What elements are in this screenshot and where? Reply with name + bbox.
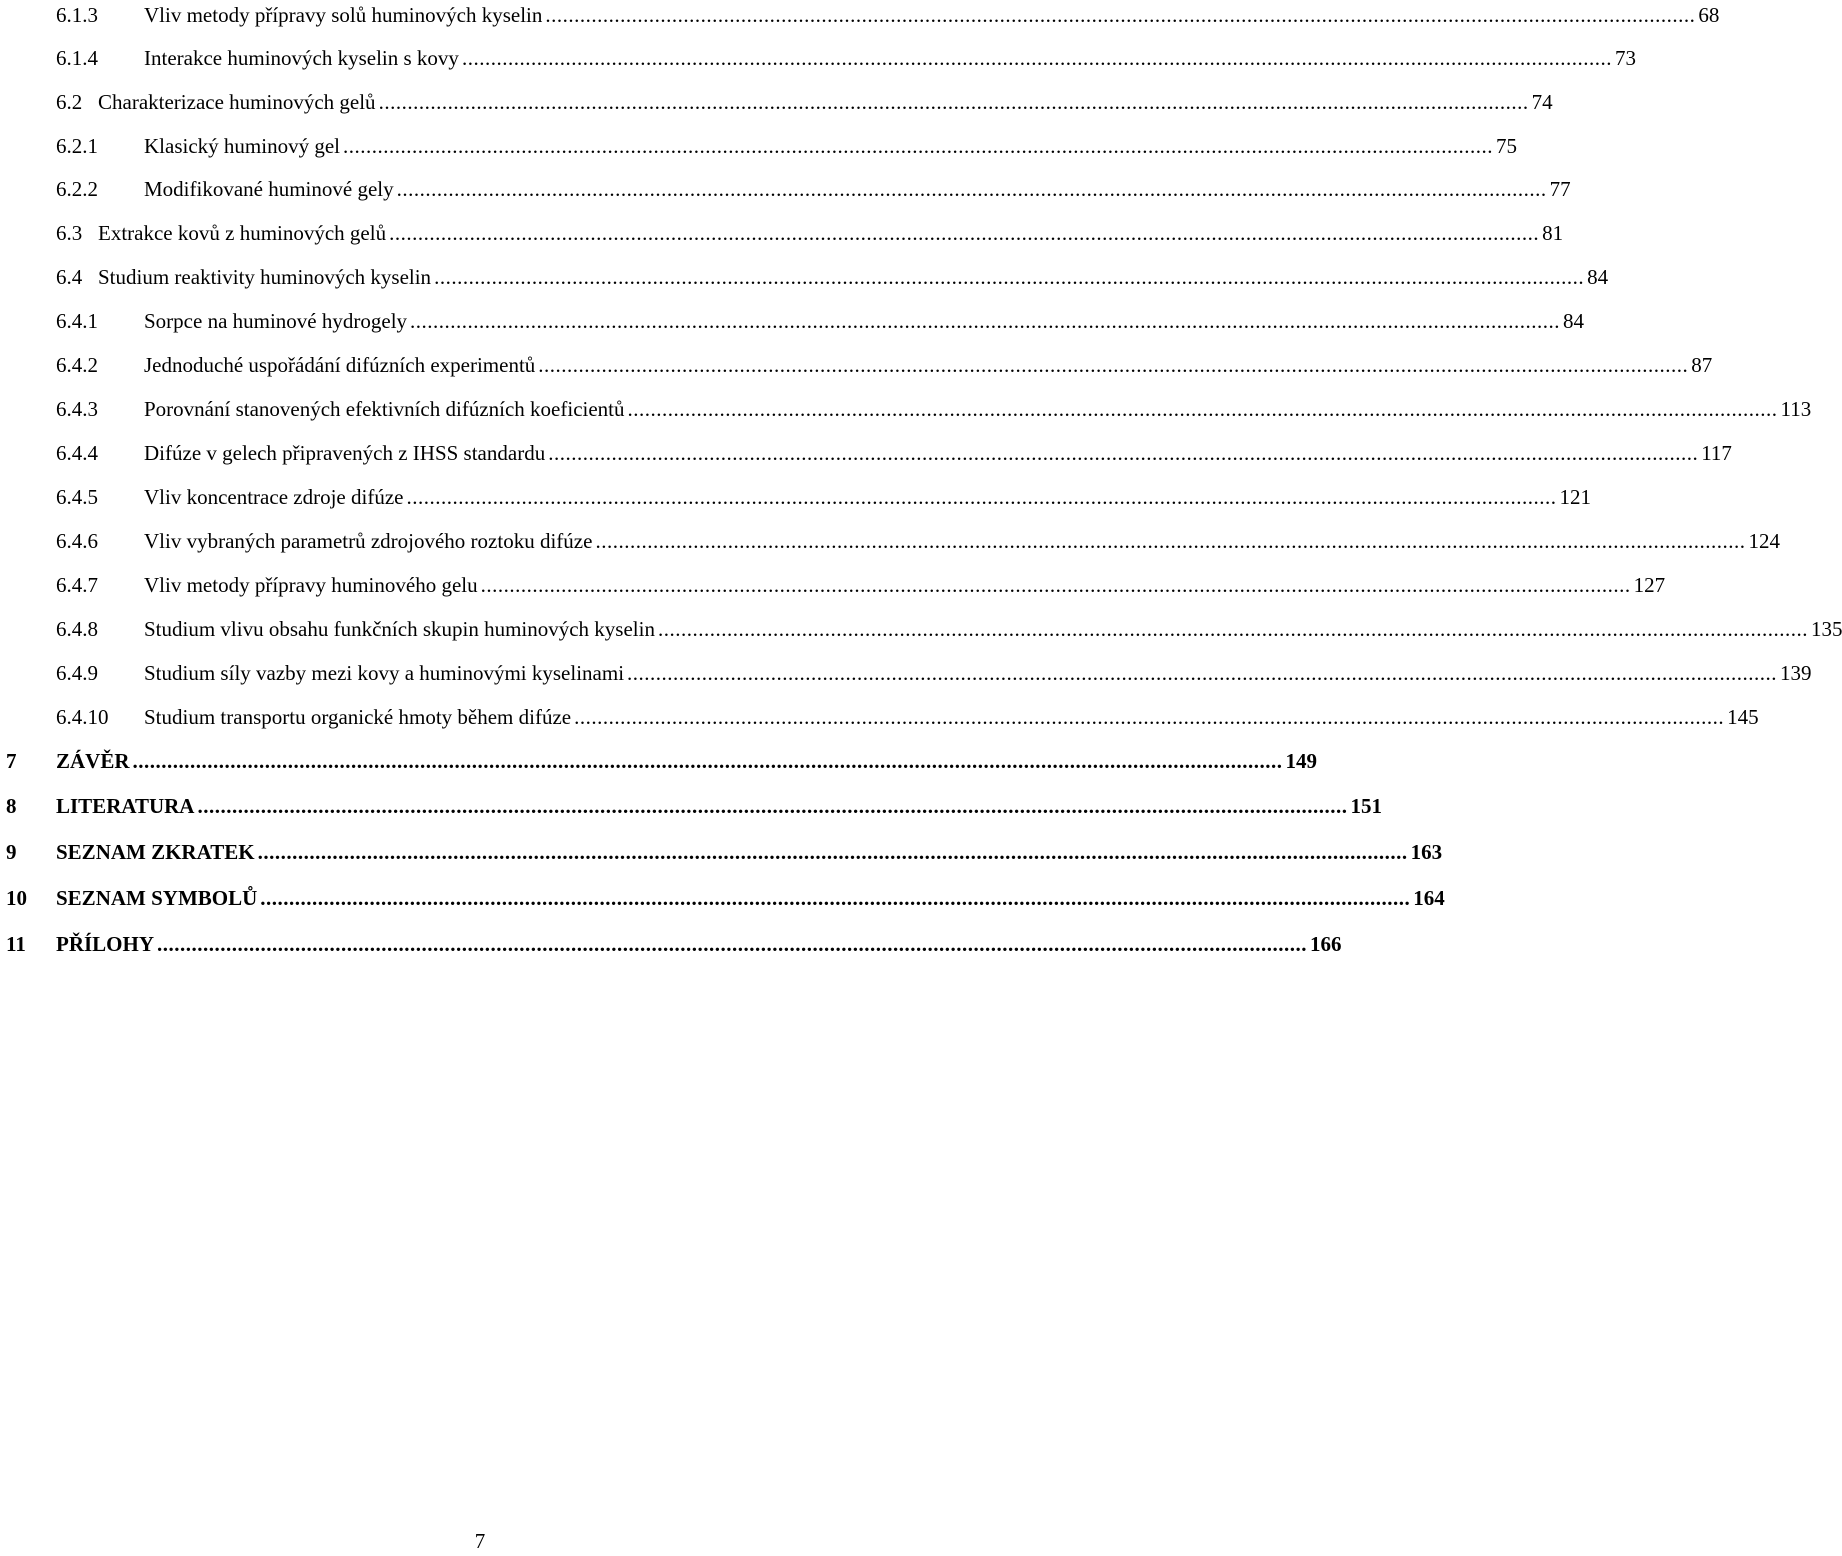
- toc-entry-title: Studium transportu organické hmoty během difúze: [144, 705, 572, 729]
- toc-entry[interactable]: [0, 702, 1759, 732]
- toc-entry-page: 74: [1531, 90, 1553, 114]
- toc-entry-title: Studium reaktivity huminových kyselin: [98, 265, 432, 289]
- toc-entry-number: 6.4.7: [56, 573, 98, 597]
- toc-entry-title: Vliv vybraných parametrů zdrojového roztoku difúze: [144, 529, 593, 553]
- toc-entry[interactable]: [0, 746, 1318, 776]
- toc-entry[interactable]: [0, 837, 1443, 867]
- toc-entry-number: 9: [6, 840, 17, 864]
- toc-entry-body: [144, 350, 1713, 380]
- toc-entry[interactable]: [0, 131, 1517, 161]
- toc-entry-number: 6.4.2: [56, 353, 98, 377]
- toc-entry-title: ZÁVĚR: [56, 749, 130, 773]
- toc-entry-title: Sorpce na huminové hydrogely: [144, 309, 408, 333]
- toc-leader-dots: ........................................................................................................................................................................................................: [545, 3, 1696, 27]
- toc-leader-dots: ........................................................................................................................................................................................................: [461, 46, 1612, 70]
- toc-entry[interactable]: [0, 0, 1720, 30]
- toc-entry-page: 139: [1780, 661, 1812, 685]
- toc-entry-title: SEZNAM SYMBOLŮ: [56, 886, 258, 910]
- toc-entry-title: Jednoduché uspořádání difúzních experimentů: [144, 353, 536, 377]
- toc-entry-body: [144, 702, 1759, 732]
- toc-entry[interactable]: [0, 350, 1713, 380]
- toc-entry-title: Modifikované huminové gely: [144, 177, 394, 201]
- toc-entry-title: Porovnání stanovených efektivních difúzních koeficientů: [144, 397, 625, 421]
- toc-entry-page: 113: [1780, 397, 1812, 421]
- toc-leader-dots: ........................................................................................................................................................................................................: [132, 749, 1283, 773]
- toc-entry-number: 6.2.1: [56, 134, 98, 158]
- toc-entry-number: 6.4.10: [56, 705, 109, 729]
- toc-entry-title: Charakterizace huminových gelů: [98, 90, 376, 114]
- toc-leader-dots: ........................................................................................................................................................................................................: [574, 705, 1725, 729]
- toc-leader-dots: ........................................................................................................................................................................................................: [627, 397, 1778, 421]
- toc-entry[interactable]: [0, 658, 1812, 688]
- toc-entry-page: 127: [1633, 573, 1666, 597]
- toc-entry-title: Vliv metody přípravy huminového gelu: [144, 573, 478, 597]
- toc-entry-title: LITERATURA: [56, 794, 195, 818]
- toc-leader-dots: ........................................................................................................................................................................................................: [197, 794, 1348, 818]
- toc-entry-number: 11: [6, 932, 26, 956]
- toc-entry-number: 7: [6, 749, 17, 773]
- toc-entry[interactable]: [0, 791, 1382, 821]
- toc-entry-body: [144, 394, 1812, 424]
- toc-entry-page: 124: [1748, 529, 1780, 553]
- toc-entry-number: 6.4.4: [56, 441, 98, 465]
- toc-entry-title: Klasický huminový gel: [144, 134, 340, 158]
- toc-entry-page: 87: [1691, 353, 1713, 377]
- toc-entry-number: 6.2: [56, 90, 83, 114]
- toc-entry-body: [98, 87, 1553, 117]
- toc-leader-dots: ........................................................................................................................................................................................................: [657, 617, 1808, 641]
- toc-entry-number: 6.4.6: [56, 529, 98, 553]
- toc-entry-body: [56, 791, 1382, 821]
- toc-leader-dots: ........................................................................................................................................................................................................: [342, 134, 1493, 158]
- toc-entry[interactable]: [0, 883, 1445, 913]
- toc-entry-body: [144, 43, 1636, 73]
- toc-leader-dots: ........................................................................................................................................................................................................: [434, 265, 1585, 289]
- toc-entry[interactable]: [0, 526, 1780, 556]
- toc-entry-body: [144, 438, 1732, 468]
- toc-entry-title: Studium síly vazby mezi kovy a huminovými kyselinami: [144, 661, 625, 685]
- toc-leader-dots: ........................................................................................................................................................................................................: [538, 353, 1689, 377]
- toc-entry-body: [144, 306, 1585, 336]
- toc-entry-number: 6.3: [56, 221, 83, 245]
- toc-entry[interactable]: [0, 570, 1666, 600]
- toc-entry-page: 75: [1495, 134, 1517, 158]
- toc-entry-page: 135: [1810, 617, 1842, 641]
- toc-leader-dots: ........................................................................................................................................................................................................: [548, 441, 1699, 465]
- toc-entry-page: 121: [1559, 485, 1591, 509]
- toc-entry-page: 81: [1542, 221, 1564, 245]
- toc-entry-page: 84: [1563, 309, 1585, 333]
- toc-entry-body: [56, 883, 1445, 913]
- toc-entry-title: Difúze v gelech připravených z IHSS standardu: [144, 441, 546, 465]
- toc-entry[interactable]: [0, 482, 1591, 512]
- toc-entry-page: 117: [1701, 441, 1732, 465]
- toc-leader-dots: ........................................................................................................................................................................................................: [410, 309, 1561, 333]
- toc-entry[interactable]: [0, 218, 1564, 248]
- toc-entry-body: [98, 218, 1564, 248]
- toc-entry-body: [144, 570, 1666, 600]
- toc-entry-number: 6.4.5: [56, 485, 98, 509]
- toc-entry-number: 6.4.3: [56, 397, 98, 421]
- toc-entry[interactable]: [0, 87, 1553, 117]
- toc-entry-number: 6.2.2: [56, 177, 98, 201]
- toc-leader-dots: ........................................................................................................................................................................................................: [406, 485, 1557, 509]
- toc-entry-number: 8: [6, 794, 17, 818]
- toc-entry-title: Extrakce kovů z huminových gelů: [98, 221, 387, 245]
- toc-leader-dots: ........................................................................................................................................................................................................: [257, 840, 1408, 864]
- toc-leader-dots: ........................................................................................................................................................................................................: [157, 932, 1308, 956]
- toc-entry-body: [56, 929, 1342, 959]
- page-number: 7: [474, 1529, 486, 1553]
- toc-entry-page: 68: [1698, 3, 1720, 27]
- toc-entry[interactable]: [0, 394, 1812, 424]
- toc-entry-body: [144, 131, 1517, 161]
- toc-entry-page: 73: [1614, 46, 1636, 70]
- toc-entry-title: SEZNAM ZKRATEK: [56, 840, 255, 864]
- toc-entry-body: [56, 746, 1318, 776]
- toc-entry-page: 149: [1285, 749, 1318, 773]
- toc-leader-dots: ........................................................................................................................................................................................................: [396, 177, 1547, 201]
- toc-leader-dots: ........................................................................................................................................................................................................: [389, 221, 1540, 245]
- toc-entry-title: Studium vlivu obsahu funkčních skupin huminových kyselin: [144, 617, 655, 641]
- toc-entry-number: 6.4.1: [56, 309, 98, 333]
- toc-entry-number: 6.1.4: [56, 46, 98, 70]
- toc-entry-number: 6.4: [56, 265, 83, 289]
- toc-entry[interactable]: [0, 929, 1342, 959]
- toc-entry-page: 164: [1413, 886, 1445, 910]
- toc-entry-title: Vliv metody přípravy solů huminových kyselin: [144, 3, 543, 27]
- toc-entry-body: [144, 482, 1591, 512]
- toc-entry-body: [98, 262, 1609, 292]
- toc-entry[interactable]: [0, 174, 1571, 204]
- toc-entry[interactable]: [0, 438, 1732, 468]
- toc-entry-number: 6.1.3: [56, 3, 98, 27]
- toc-entry-number: 10: [6, 886, 27, 910]
- toc-entry[interactable]: [0, 43, 1636, 73]
- toc-leader-dots: ........................................................................................................................................................................................................: [595, 529, 1746, 553]
- toc-entry-number: 6.4.9: [56, 661, 98, 685]
- toc-entry[interactable]: [0, 262, 1609, 292]
- toc-entry-title: Vliv koncentrace zdroje difúze: [144, 485, 404, 509]
- toc-entry-page: 151: [1350, 794, 1382, 818]
- toc-entry-body: [144, 526, 1780, 556]
- toc-entry-body: [56, 837, 1443, 867]
- toc-entry-page: 84: [1587, 265, 1609, 289]
- toc-entry-page: 166: [1310, 932, 1342, 956]
- toc-entry-body: [144, 174, 1571, 204]
- toc-entry-title: Interakce huminových kyselin s kovy: [144, 46, 459, 70]
- toc-entry-page: 145: [1727, 705, 1759, 729]
- toc-entry-body: [144, 614, 1842, 644]
- toc-entry-title: PŘÍLOHY: [56, 932, 155, 956]
- toc-entry[interactable]: [0, 614, 1842, 644]
- toc-entry-page: 163: [1410, 840, 1443, 864]
- toc-entry-body: [144, 0, 1720, 30]
- toc-entry-body: [144, 658, 1812, 688]
- toc-leader-dots: ........................................................................................................................................................................................................: [627, 661, 1778, 685]
- toc-entry[interactable]: [0, 306, 1585, 336]
- toc-leader-dots: ........................................................................................................................................................................................................: [480, 573, 1631, 597]
- toc-leader-dots: ........................................................................................................................................................................................................: [260, 886, 1411, 910]
- toc-leader-dots: ........................................................................................................................................................................................................: [378, 90, 1529, 114]
- toc-entry-page: 77: [1549, 177, 1571, 201]
- toc-entry-number: 6.4.8: [56, 617, 98, 641]
